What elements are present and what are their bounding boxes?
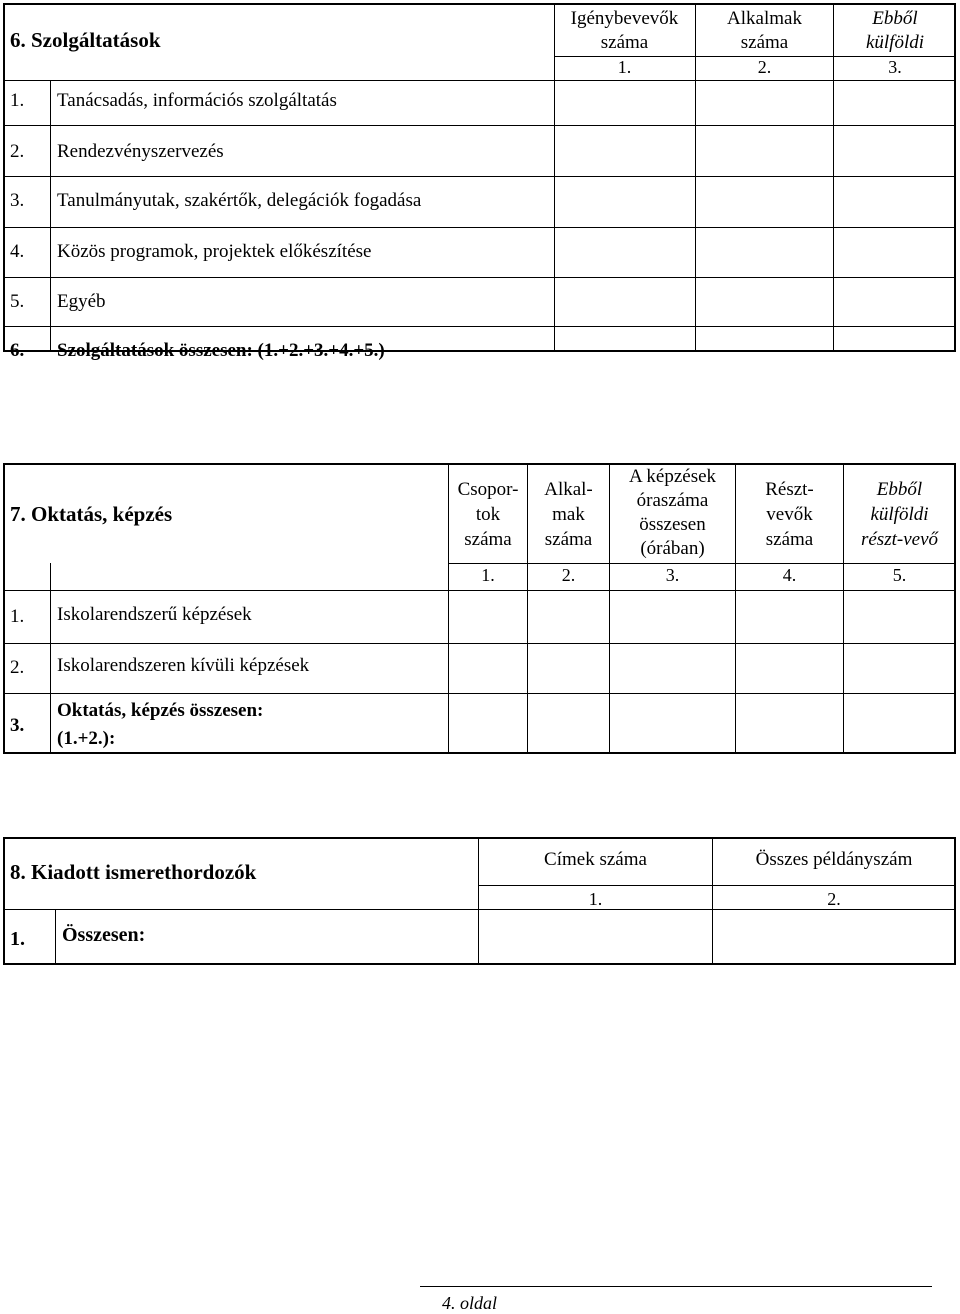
row-label: Tanulmányutak, szakértők, delegációk fogadása [57, 190, 422, 211]
section-8-title: 8. Kiadott ismerethordozók [10, 860, 257, 884]
row-num: 3. [10, 715, 25, 736]
colnum-1: 1. [617, 57, 632, 77]
col-peldanyszam-header: Összes példányszám [755, 849, 913, 870]
row-label: Közös programok, projektek előkészítése [57, 241, 372, 262]
row-num: 1. [10, 928, 25, 950]
row-num: 6. [10, 340, 25, 361]
page-number: 4. oldal [442, 1293, 498, 1313]
row-num: 2. [10, 657, 25, 678]
col-oraszam-header: A képzések óraszáma összesen (órában) [628, 466, 717, 559]
col-ebbol-kulfoldi-header: Ebből külföldi részt-vevő [860, 479, 939, 550]
section-6-title: 6. Szolgáltatások [10, 28, 161, 52]
colnum-1: 1. [588, 889, 603, 909]
row-label: Egyéb [57, 291, 106, 312]
col-igenybevevok-header: Igénybevevők száma [570, 8, 679, 53]
row-label: Iskolarendszeren kívüli képzések [57, 655, 310, 676]
row-num: 3. [10, 190, 25, 211]
row-num: 5. [10, 291, 25, 312]
row-num: 1. [10, 90, 25, 111]
colnum-3: 3. [888, 57, 902, 77]
row-num: 4. [10, 241, 25, 262]
row-label: Iskolarendszerű képzések [57, 604, 252, 625]
colnum-2: 2. [757, 57, 772, 77]
colnum-1: 1. [481, 565, 495, 585]
colnum-5: 5. [892, 565, 907, 585]
row-label: Tanácsadás, információs szolgáltatás [57, 90, 337, 111]
col-csoportok-header: Csopor- tok száma [457, 479, 519, 550]
row-label: Rendezvényszervezés [57, 141, 224, 162]
col-resztvevok-header: Részt- vevők száma [765, 479, 814, 550]
row-label: Oktatás, képzés összesen: (1.+2.): [57, 700, 264, 749]
colnum-2: 2. [561, 565, 576, 585]
row-label: Összesen: [62, 924, 146, 946]
col-alkalmak-header: Alkalmak száma [727, 8, 802, 53]
colnum-2: 2. [827, 889, 841, 909]
footer-divider [420, 1286, 932, 1287]
colnum-4: 4. [782, 565, 797, 585]
row-num: 2. [10, 141, 25, 162]
row-label: Szolgáltatások összesen: (1.+2.+3.+4.+5.) [57, 340, 385, 361]
row-num: 1. [10, 606, 25, 627]
col-ebbol-kulfoldi-header: Ebből külföldi [865, 8, 925, 53]
col-alkalmak-header: Alkal- mak száma [544, 479, 593, 550]
colnum-3: 3. [665, 565, 680, 585]
col-cimek-header: Címek száma [544, 849, 647, 870]
section-7-title: 7. Oktatás, képzés [10, 502, 173, 526]
